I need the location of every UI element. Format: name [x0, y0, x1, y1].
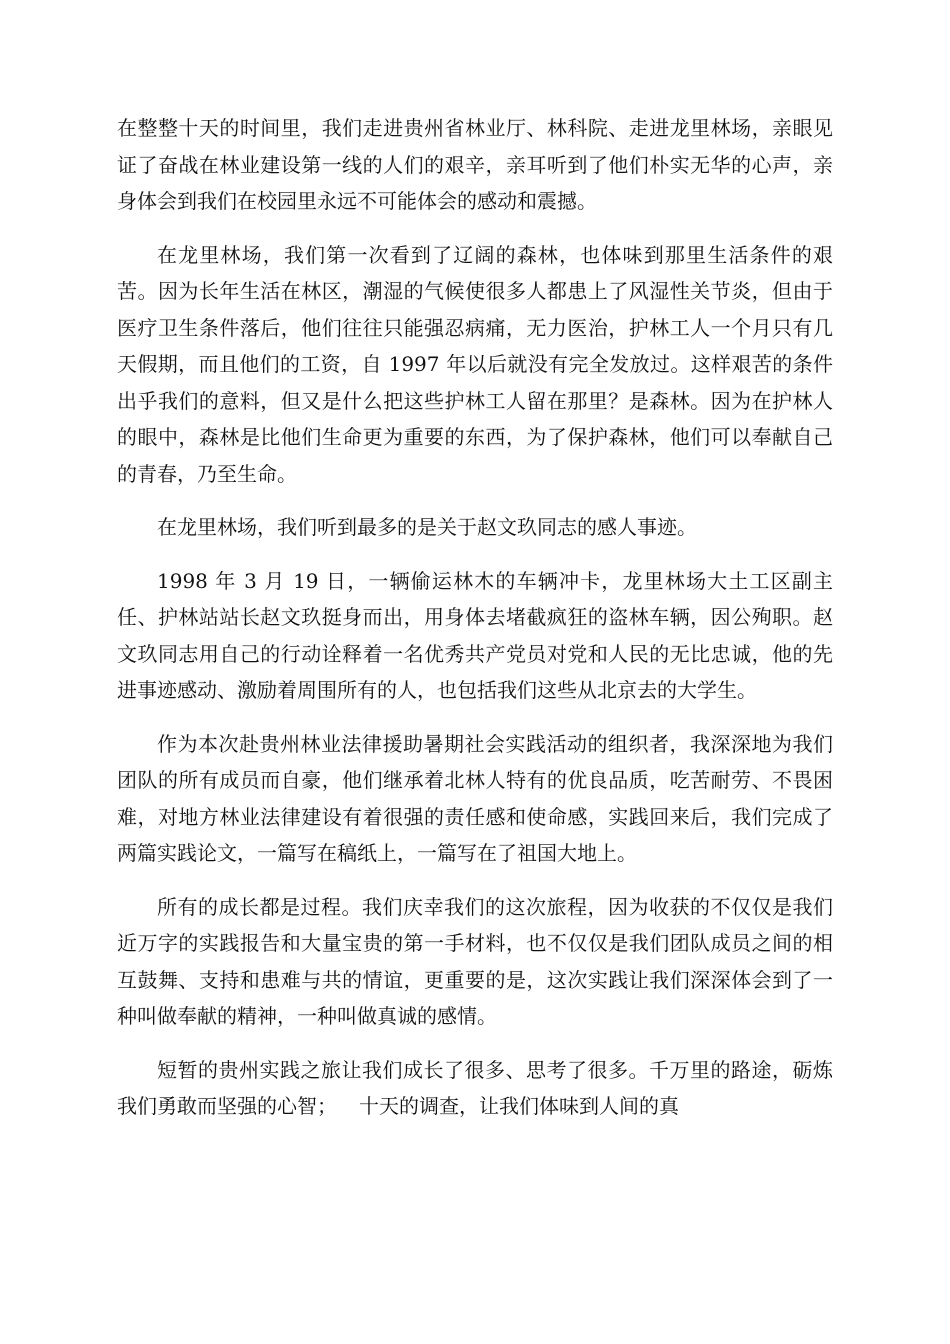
- document-page: [117, 110, 833, 1142]
- paragraph-6: 所有的成长都是过程。我们庆幸我们的这次旅程，因为收获的不仅仅是我们近万字的实践报告和大量宝贵的第一手材料，也不仅仅是我们团队成员之间的相互鼓舞、支持和患难与共的情谊，更重要的是，这次实践让我们深深体会到了一种叫做奉献的精神，一种叫做真诚的感情。: [117, 894, 833, 1028]
- paragraph-7: [117, 1052, 833, 1125]
- paragraph-7-part-2: 十天的调查，让我们体味到人间的真: [359, 1094, 679, 1118]
- paragraph-2: 在龙里林场，我们第一次看到了辽阔的森林，也体味到那里生活条件的艰苦。因为长年生活在林区，潮湿的气候使很多人都患上了风湿性关节炎，但由于医疗卫生条件落后，他们往往只能强忍病痛，无力医治，护林工人一个月只有几天假期，而且他们的工资，自 1997 年以后就没有完全发放过。这样艰苦的条件出乎我们的意料，但又是什么把这些护林工人留在那里？是森林。因为在护林人的眼中，森林是比他们生命更为重要的东西，为了保护森林，他们可以奉献自己的青春，乃至生命。: [117, 242, 833, 486]
- paragraph-4: 1998 年 3 月 19 日，一辆偷运林木的车辆冲卡，龙里林场大土工区副主任、护林站站长赵文玖挺身而出，用身体去堵截疯狂的盗林车辆，因公殉职。赵文玖同志用自己的行动诠释着一名优秀共产党员对党和人民的无比忠诚，他的先进事迹感动、激励着周围所有的人，也包括我们这些从北京去的大学生。: [117, 568, 833, 702]
- paragraph-3: 在龙里林场，我们听到最多的是关于赵文玖同志的感人事迹。: [157, 515, 697, 539]
- paragraph-7-part-1: 短暂的贵州实践之旅让我们成长了很多、思考了很多。千万里的路途，砺炼我们勇敢而坚强的心智；: [117, 1057, 833, 1118]
- paragraph-1: 在整整十天的时间里，我们走进贵州省林业厅、林科院、走进龙里林场，亲眼见证了奋战在林业建设第一线的人们的艰辛，亲耳听到了他们朴实无华的心声，亲身体会到我们在校园里永远不可能体会的感动和震撼。: [117, 116, 833, 213]
- paragraph-5: 作为本次赴贵州林业法律援助暑期社会实践活动的组织者，我深深地为我们团队的所有成员而自豪，他们继承着北林人特有的优良品质，吃苦耐劳、不畏困难，对地方林业法律建设有着很强的责任感和使命感，实践回来后，我们完成了两篇实践论文，一篇写在稿纸上，一篇写在了祖国大地上。: [117, 731, 833, 865]
